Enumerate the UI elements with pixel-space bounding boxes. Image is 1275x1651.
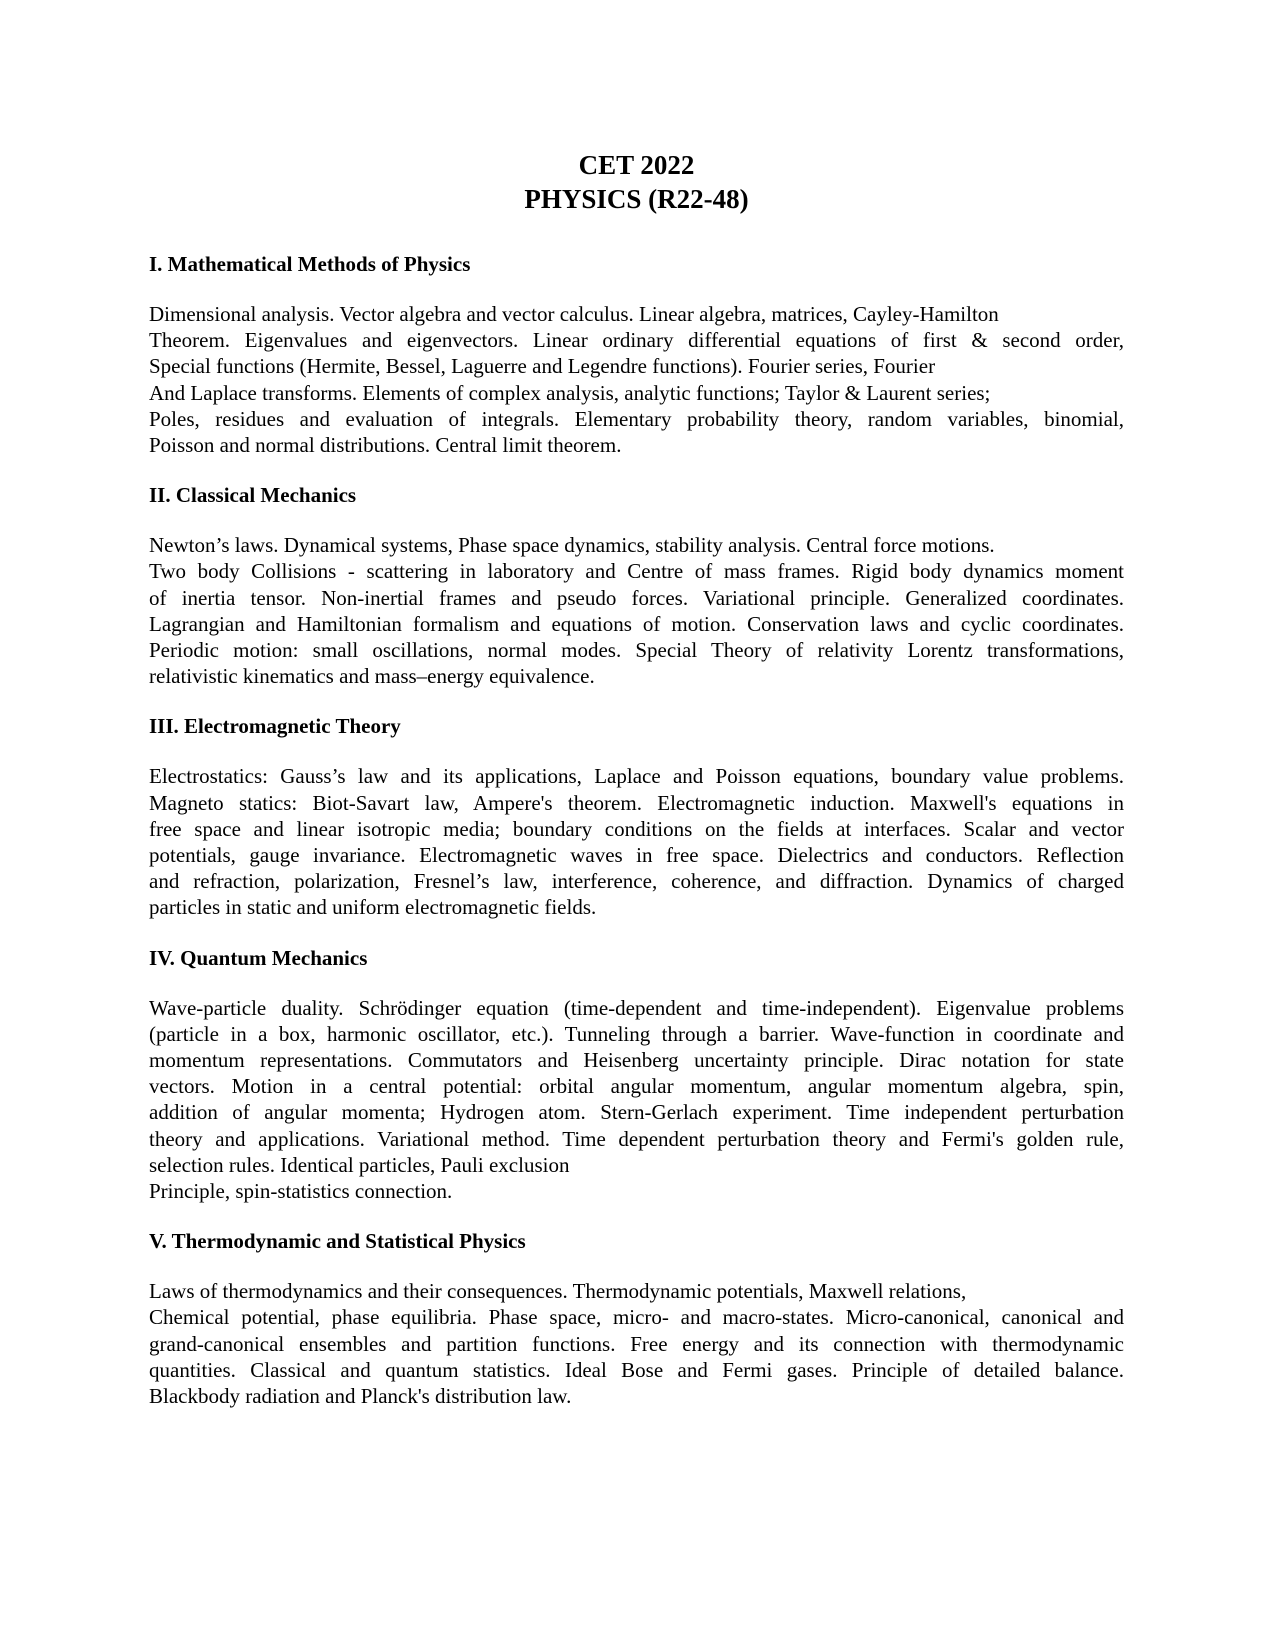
text-line: Poisson and normal distributions. Central limit theorem.	[149, 433, 622, 458]
section-heading-quantum-mechanics: IV. Quantum Mechanics	[149, 945, 368, 970]
text-line: vectors. Motion in a central potential: orbital angular momentum, angular momentum algebra, spin,	[149, 1074, 1124, 1099]
text-line: And Laplace transforms. Elements of complex analysis, analytic functions; Taylor & Laurent series;	[149, 380, 991, 405]
text-line: Blackbody radiation and Planck's distribution law.	[149, 1384, 572, 1409]
text-line: Lagrangian and Hamiltonian formalism and equations of motion. Conservation laws and cyclic coordinates.	[149, 611, 1124, 636]
text-line: (particle in a box, harmonic oscillator, etc.). Tunneling through a barrier. Wave-function in coordinate and	[149, 1021, 1124, 1046]
section-heading-electromagnetic-theory: III. Electromagnetic Theory	[149, 714, 401, 739]
text-line: and refraction, polarization, Fresnel’s law, interference, coherence, and diffraction. Dynamics of charged	[149, 869, 1124, 894]
text-line: selection rules. Identical particles, Pauli exclusion	[149, 1152, 570, 1177]
text-line: Poles, residues and evaluation of integrals. Elementary probability theory, random variables, binomial,	[149, 406, 1124, 431]
text-line: Wave-particle duality. Schrödinger equation (time-dependent and time-independent). Eigenvalue problems	[149, 995, 1124, 1020]
text-line: Electrostatics: Gauss’s law and its applications, Laplace and Poisson equations, boundary value problems.	[149, 764, 1124, 789]
section-heading-thermodynamic-statistical-physics: V. Thermodynamic and Statistical Physics	[149, 1229, 526, 1254]
syllabus-page	[149, 148, 1124, 1409]
section-body-classical-mechanics	[149, 532, 1124, 689]
text-line: particles in static and uniform electromagnetic fields.	[149, 895, 597, 920]
text-line: momentum representations. Commutators and Heisenberg uncertainty principle. Dirac notation for state	[149, 1048, 1124, 1073]
section-body-electromagnetic-theory	[149, 763, 1124, 920]
document-subtitle: PHYSICS (R22-48)	[524, 184, 749, 214]
section-heading-mathematical-methods: I. Mathematical Methods of Physics	[149, 252, 471, 276]
text-line: Newton’s laws. Dynamical systems, Phase space dynamics, stability analysis. Central force motions.	[149, 533, 995, 558]
section-body-mathematical-methods	[149, 301, 1124, 458]
text-line: Magneto statics: Biot-Savart law, Ampere's theorem. Electromagnetic induction. Maxwell's equations in	[149, 790, 1124, 815]
document-title: CET 2022	[578, 150, 695, 180]
text-line: Special functions (Hermite, Bessel, Laguerre and Legendre functions). Fourier series, Fourier	[149, 354, 936, 379]
text-line: Laws of thermodynamics and their consequences. Thermodynamic potentials, Maxwell relations,	[149, 1279, 967, 1304]
text-line: Chemical potential, phase equilibria. Phase space, micro- and macro-states. Micro-canonical, canonical and	[149, 1305, 1124, 1330]
text-line: theory and applications. Variational method. Time dependent perturbation theory and Fermi's golden rule,	[149, 1126, 1124, 1151]
section-body-quantum-mechanics	[149, 995, 1124, 1205]
text-line: grand-canonical ensembles and partition functions. Free energy and its connection with thermodynamic	[149, 1331, 1124, 1356]
text-line: relativistic kinematics and mass–energy equivalence.	[149, 664, 595, 689]
text-line: Two body Collisions - scattering in laboratory and Centre of mass frames. Rigid body dynamics moment	[149, 559, 1124, 584]
text-line: quantities. Classical and quantum statistics. Ideal Bose and Fermi gases. Principle of detailed balance.	[149, 1357, 1124, 1382]
text-line: Principle, spin-statistics connection.	[149, 1179, 453, 1204]
text-line: Dimensional analysis. Vector algebra and vector calculus. Linear algebra, matrices, Cayley-Hamilton	[149, 302, 999, 326]
section-body-thermodynamic-statistical-physics	[149, 1278, 1124, 1409]
section-heading-classical-mechanics: II. Classical Mechanics	[149, 483, 357, 508]
text-line: potentials, gauge invariance. Electromagnetic waves in free space. Dielectrics and conductors. Reflection	[149, 843, 1124, 868]
text-line: of inertia tensor. Non-inertial frames and pseudo forces. Variational principle. Generalized coordinates.	[149, 585, 1124, 610]
text-line: addition of angular momenta; Hydrogen atom. Stern-Gerlach experiment. Time independent perturbation	[149, 1100, 1124, 1125]
text-line: Periodic motion: small oscillations, normal modes. Special Theory of relativity Lorentz transformations,	[149, 638, 1124, 663]
text-line: free space and linear isotropic media; boundary conditions on the fields at interfaces. Scalar and vector	[149, 816, 1124, 841]
text-line: Theorem. Eigenvalues and eigenvectors. Linear ordinary differential equations of first & second order,	[149, 328, 1124, 353]
